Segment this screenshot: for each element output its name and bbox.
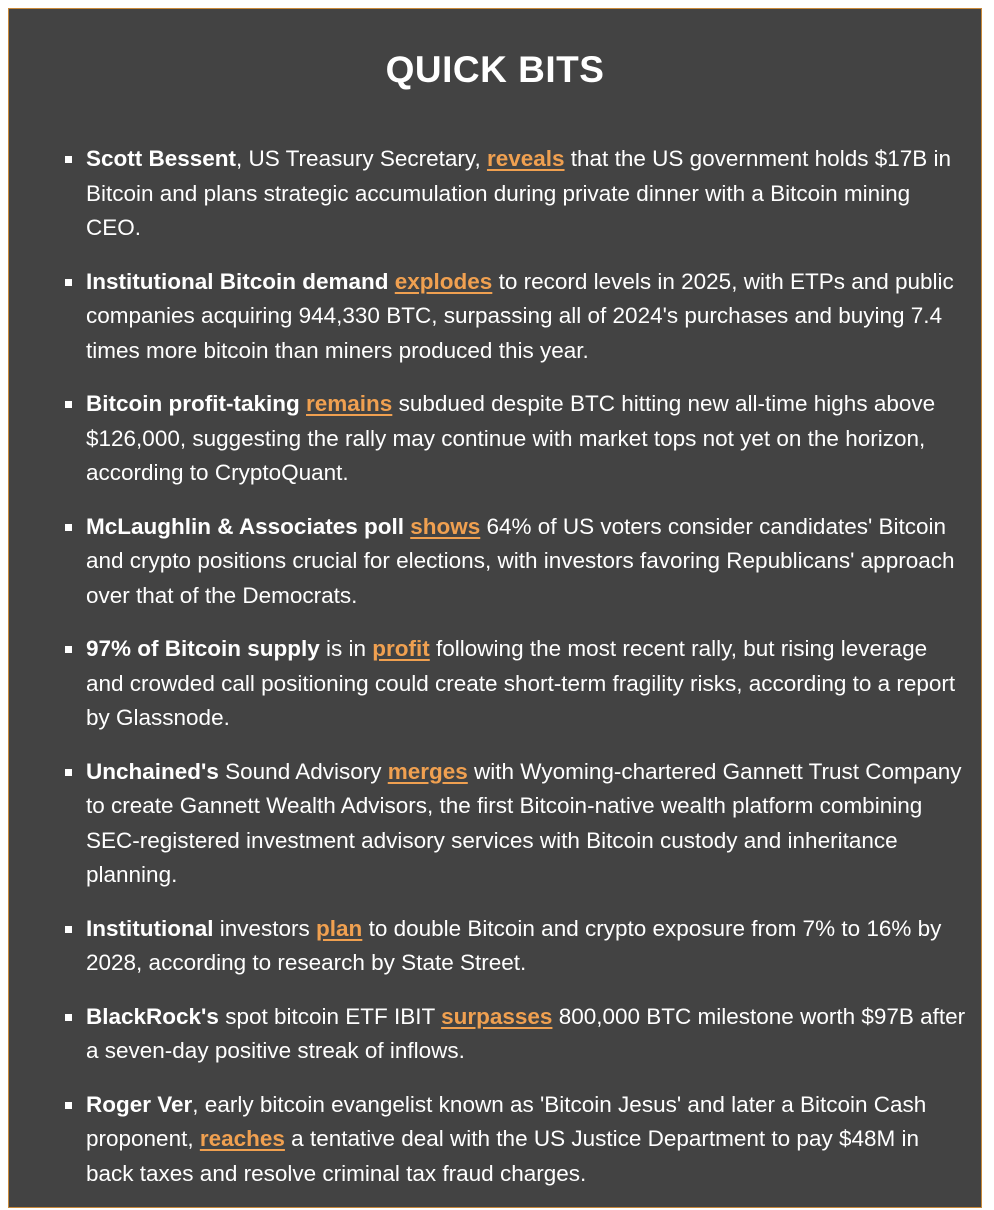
square-bullet-icon — [65, 156, 72, 163]
square-bullet-icon — [65, 524, 72, 531]
item-subject: Bitcoin profit-taking — [86, 391, 300, 416]
list-item — [86, 632, 966, 736]
item-text: is in — [319, 636, 373, 661]
item-text: spot bitcoin ETF IBIT — [218, 1003, 442, 1029]
item-text: 800,000 BTC milestone worth $97B after a seven-day positive streak of inflows. — [86, 1003, 966, 1063]
list-item — [86, 912, 966, 981]
item-subject: Unchained's — [86, 758, 219, 784]
item-text: to record levels in 2025, with ETPs and public companies acquiring 944,330 BTC, surpassing all of 2024's purchases and buying 7.4 times more bitcoin than miners produced this year. — [86, 268, 954, 363]
list-item — [86, 265, 966, 369]
item-link[interactable]: shows — [410, 513, 481, 539]
item-subject: Roger Ver — [86, 1091, 193, 1117]
square-bullet-icon — [65, 769, 72, 776]
item-link[interactable]: profit — [372, 636, 430, 661]
square-bullet-icon — [65, 646, 72, 653]
item-text: investors — [213, 915, 317, 941]
list-item — [86, 1000, 966, 1069]
item-link[interactable]: surpasses — [441, 1003, 553, 1029]
item-subject: Institutional Bitcoin demand — [86, 268, 389, 294]
item-subject: 97% of Bitcoin supply — [86, 636, 320, 661]
square-bullet-icon — [65, 401, 72, 408]
item-text: 64% of US voters consider candidates' Bitcoin and crypto positions crucial for elections, with investors favoring Republicans' approach over that of the Democrats. — [86, 513, 955, 608]
item-text: with Wyoming-chartered Gannett Trust Company to create Gannett Wealth Advisors, the first Bitcoin-native wealth platform combining SEC-registered investment advisory services with Bitcoin custody and inheritance planning. — [86, 758, 962, 887]
item-text: Sound Advisory — [218, 758, 388, 784]
list-item — [86, 510, 966, 614]
quick-bits-list — [86, 142, 966, 1210]
square-bullet-icon — [65, 926, 72, 933]
item-text: to double Bitcoin and crypto exposure from 7% to 16% by 2028, according to research by State Street. — [86, 915, 942, 975]
item-subject: Institutional — [86, 915, 214, 941]
item-text: a tentative deal with the US Justice Department to pay $48M in back taxes and resolve criminal tax fraud charges. — [86, 1126, 920, 1186]
item-subject: Scott Bessent — [86, 146, 237, 171]
item-subject: McLaughlin & Associates poll — [86, 513, 404, 539]
item-link[interactable]: merges — [387, 758, 468, 784]
section-title: QUICK BITS — [385, 49, 605, 90]
item-text: following the most recent rally, but rising leverage and crowded call positioning could create short-term fragility risks, according to a report by Glassnode. — [86, 636, 956, 730]
quick-bits-panel — [8, 8, 982, 1208]
item-link[interactable]: plan — [316, 915, 363, 941]
list-item — [86, 1088, 966, 1192]
item-text: that the US government holds $17B in Bitcoin and plans strategic accumulation during private dinner with a Bitcoin mining CEO. — [86, 146, 952, 240]
square-bullet-icon — [65, 1014, 72, 1021]
item-link[interactable]: explodes — [394, 268, 493, 294]
item-text: , US Treasury Secretary, — [236, 146, 487, 171]
item-link[interactable]: remains — [306, 391, 393, 416]
list-item — [86, 387, 966, 491]
list-item — [86, 142, 966, 246]
item-subject: BlackRock's — [86, 1003, 219, 1029]
square-bullet-icon — [65, 1102, 72, 1109]
item-link[interactable]: reaches — [199, 1126, 285, 1151]
item-text: subdued despite BTC hitting new all-time highs above $126,000, suggesting the rally may continue with market tops not yet on the horizon, according to CryptoQuant. — [86, 391, 936, 485]
list-item — [86, 755, 966, 893]
item-text: , early bitcoin evangelist known as 'Bitcoin Jesus' and later a Bitcoin Cash proponent, — [86, 1091, 927, 1151]
square-bullet-icon — [65, 279, 72, 286]
item-link[interactable]: reveals — [486, 146, 565, 171]
